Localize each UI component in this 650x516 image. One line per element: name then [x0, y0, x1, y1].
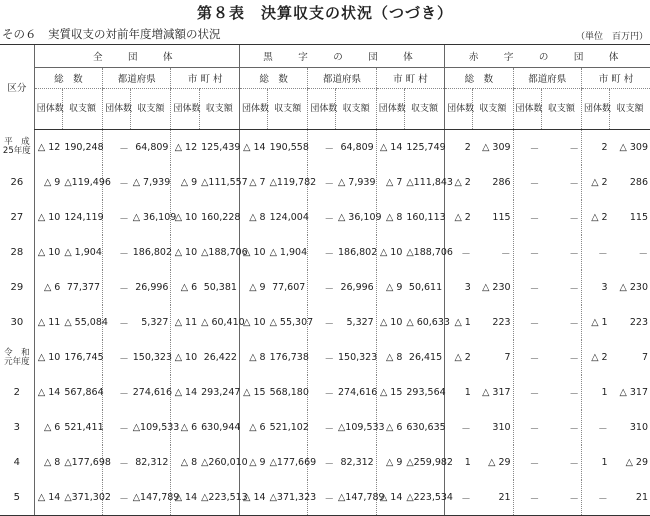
- column-header-count: 団体数: [34, 89, 62, 130]
- cell-amount: △109,533: [132, 422, 180, 433]
- cell-amount: △147,789: [131, 480, 171, 516]
- cell-amount: 286: [492, 177, 511, 188]
- row-label: 29: [10, 282, 24, 293]
- cell-amount: 630,944: [201, 422, 241, 433]
- column-header-count: 団体数: [171, 89, 199, 130]
- cell-count: －: [308, 200, 336, 235]
- cell-count: △ 15: [239, 375, 267, 410]
- cell-count: △ 9: [376, 445, 404, 480]
- cell-amount: △ 29: [488, 457, 511, 468]
- cell-count: △ 12: [171, 130, 199, 166]
- cell-amount: △ 55,307: [269, 317, 314, 328]
- row-label: 3: [13, 422, 21, 433]
- cell-amount: 274,616: [132, 387, 173, 398]
- cell-count: －: [308, 270, 336, 305]
- table-row: [0, 165, 650, 200]
- cell-count: －: [513, 235, 541, 270]
- cell-count: △ 8: [376, 340, 404, 375]
- cell-amount: －: [569, 178, 579, 190]
- cell-amount: 5,327: [346, 317, 374, 328]
- kubun-header: 区分: [0, 45, 34, 130]
- column-header-amount: 収支額: [131, 89, 171, 130]
- cell-count: △ 9: [239, 270, 267, 305]
- cell-count: △ 6: [171, 270, 199, 305]
- cell-amount: △ 29: [625, 457, 648, 468]
- cell-amount: 150,323: [337, 352, 378, 363]
- cell-count: △ 8: [239, 200, 267, 235]
- cell-amount: 150,323: [132, 352, 173, 363]
- cell-amount: 567,864: [64, 387, 104, 398]
- cell-count: 1: [581, 445, 609, 480]
- cell-count: △ 10: [34, 235, 62, 270]
- cell-count: －: [513, 410, 541, 445]
- cell-amount: △119,782: [269, 177, 317, 188]
- cell-amount: －: [638, 248, 648, 260]
- cell-count: －: [445, 235, 473, 270]
- column-header-amount: 収支額: [62, 89, 102, 130]
- cell-amount: 293,247: [201, 387, 241, 398]
- cell-count: －: [513, 270, 541, 305]
- cell-count: △ 10: [376, 235, 404, 270]
- cell-amount: －: [569, 248, 579, 260]
- cell-count: △ 10: [34, 200, 62, 235]
- cell-count: △ 14: [171, 375, 199, 410]
- cell-count: △ 6: [34, 410, 62, 445]
- cell-count: △ 6: [376, 410, 404, 445]
- cell-count: △ 9: [376, 270, 404, 305]
- cell-count: 3: [445, 270, 473, 305]
- cell-amount: △371,302: [62, 480, 102, 516]
- cell-count: －: [513, 445, 541, 480]
- subgroup-municipality: 市 町 村: [376, 68, 444, 89]
- row-label: 2: [13, 387, 21, 398]
- cell-amount: 26,422: [203, 352, 237, 363]
- table-row: [0, 375, 650, 410]
- cell-count: △ 2: [445, 340, 473, 375]
- cell-count: △ 10: [171, 235, 199, 270]
- cell-count: 1: [445, 375, 473, 410]
- cell-amount: △119,496: [64, 177, 111, 188]
- cell-count: △ 2: [581, 340, 609, 375]
- cell-amount: 21: [610, 480, 650, 516]
- cell-count: △ 11: [171, 305, 199, 340]
- cell-count: △ 10: [171, 200, 199, 235]
- cell-count: －: [581, 480, 609, 516]
- cell-count: －: [513, 375, 541, 410]
- cell-amount: 176,745: [64, 352, 104, 363]
- cell-amount: 64,809: [135, 142, 169, 153]
- cell-amount: 521,411: [64, 422, 104, 433]
- column-header-count: 団体数: [445, 89, 473, 130]
- subgroup-prefecture: 都道府県: [103, 68, 171, 89]
- column-header-amount: 収支額: [473, 89, 513, 130]
- cell-count: －: [103, 305, 131, 340]
- cell-amount: △ 309: [619, 142, 648, 153]
- row-label: 27: [10, 212, 24, 223]
- cell-amount: 160,228: [201, 212, 241, 223]
- table-row: [0, 305, 650, 340]
- column-header-count: 団体数: [239, 89, 267, 130]
- cell-count: △ 14: [376, 480, 404, 516]
- cell-count: 3: [581, 270, 609, 305]
- cell-count: △ 10: [239, 305, 267, 340]
- cell-amount: －: [569, 423, 579, 435]
- cell-amount: －: [569, 213, 579, 225]
- cell-count: △ 15: [376, 375, 404, 410]
- cell-count: △ 12: [34, 130, 62, 166]
- cell-count: △ 8: [376, 200, 404, 235]
- cell-count: △ 10: [239, 235, 267, 270]
- cell-amount: △ 7,939: [132, 177, 171, 188]
- cell-count: －: [103, 410, 131, 445]
- row-label: 5: [0, 480, 34, 516]
- cell-count: △ 6: [34, 270, 62, 305]
- column-header-amount: 収支額: [268, 89, 308, 130]
- cell-amount: △ 36,109: [132, 212, 177, 223]
- cell-count: △ 11: [34, 305, 62, 340]
- cell-count: △ 9: [239, 445, 267, 480]
- subgroup-prefecture: 都道府県: [513, 68, 581, 89]
- subgroup-total: 総 数: [34, 68, 102, 89]
- cell-amount: △111,843: [406, 177, 453, 188]
- cell-count: －: [103, 375, 131, 410]
- column-header-amount: 収支額: [199, 89, 239, 130]
- cell-amount: 124,119: [64, 212, 104, 223]
- cell-amount: 21: [473, 480, 513, 516]
- group-header-all: 全 団 体: [34, 45, 239, 68]
- cell-count: －: [308, 305, 336, 340]
- table-row: [0, 130, 650, 166]
- cell-amount: 223: [629, 317, 648, 328]
- table-row: [0, 200, 650, 235]
- cell-count: －: [308, 130, 336, 166]
- cell-amount: －: [541, 480, 581, 516]
- cell-amount: －: [569, 458, 579, 470]
- cell-count: －: [513, 200, 541, 235]
- cell-amount: △109,533: [337, 422, 385, 433]
- table-row: [0, 480, 650, 516]
- cell-count: －: [103, 270, 131, 305]
- cell-amount: 77,607: [272, 282, 306, 293]
- cell-count: △ 9: [171, 165, 199, 200]
- cell-amount: 176,738: [269, 352, 309, 363]
- cell-count: △ 1: [445, 305, 473, 340]
- cell-amount: 310: [629, 422, 648, 433]
- cell-amount: △ 60,633: [406, 317, 450, 328]
- cell-amount: 26,415: [408, 352, 443, 363]
- cell-count: －: [581, 410, 609, 445]
- cell-count: △ 14: [239, 480, 267, 516]
- column-header-amount: 収支額: [541, 89, 581, 130]
- cell-amount: △223,534: [404, 480, 444, 516]
- cell-amount: △188,706: [406, 247, 453, 258]
- cell-amount: 160,113: [406, 212, 446, 223]
- cell-amount: △ 36,109: [337, 212, 382, 223]
- cell-count: －: [445, 410, 473, 445]
- column-header-count: 団体数: [513, 89, 541, 130]
- cell-amount: △ 317: [482, 387, 511, 398]
- cell-count: △ 8: [171, 445, 199, 480]
- cell-amount: 7: [504, 352, 511, 363]
- cell-count: －: [308, 375, 336, 410]
- cell-amount: 50,381: [203, 282, 237, 293]
- subgroup-total: 総 数: [445, 68, 513, 89]
- cell-count: △ 8: [34, 445, 62, 480]
- cell-amount: △260,010: [201, 457, 248, 468]
- cell-count: 2: [581, 130, 609, 166]
- cell-count: △ 10: [34, 340, 62, 375]
- cell-amount: △188,706: [201, 247, 248, 258]
- settlement-table: [0, 44, 650, 516]
- cell-amount: △ 230: [619, 282, 648, 293]
- cell-count: △ 14: [34, 375, 62, 410]
- cell-amount: 82,312: [340, 457, 374, 468]
- cell-count: △ 14: [239, 130, 267, 166]
- cell-count: △ 8: [239, 340, 267, 375]
- cell-count: △ 14: [376, 130, 404, 166]
- cell-amount: △147,789: [336, 480, 376, 516]
- unit-label: （単位 百万円）: [575, 32, 648, 42]
- cell-amount: △ 309: [482, 142, 511, 153]
- row-label: 平 成 25年度: [2, 137, 31, 157]
- cell-amount: 293,564: [406, 387, 446, 398]
- cell-count: －: [308, 410, 336, 445]
- row-label: 令 和 元年度: [4, 347, 30, 367]
- cell-count: －: [513, 480, 541, 516]
- cell-count: －: [308, 445, 336, 480]
- cell-amount: 50,611: [408, 282, 443, 293]
- cell-amount: 125,749: [406, 142, 446, 153]
- cell-amount: －: [569, 388, 579, 400]
- cell-amount: 186,802: [132, 247, 173, 258]
- subgroup-municipality: 市 町 村: [581, 68, 650, 89]
- cell-amount: －: [569, 353, 579, 365]
- cell-amount: 274,616: [337, 387, 378, 398]
- cell-amount: △ 60,410: [201, 317, 245, 328]
- cell-amount: 310: [492, 422, 511, 433]
- subgroup-municipality: 市 町 村: [171, 68, 239, 89]
- cell-count: －: [513, 305, 541, 340]
- cell-count: △ 14: [171, 480, 199, 516]
- group-header-deficit: 赤 字 の 団 体: [445, 45, 650, 68]
- column-header-amount: 収支額: [336, 89, 376, 130]
- cell-amount: 64,809: [340, 142, 374, 153]
- cell-count: △ 6: [239, 410, 267, 445]
- cell-count: －: [513, 130, 541, 166]
- cell-count: △ 2: [445, 165, 473, 200]
- cell-amount: △371,323: [268, 480, 308, 516]
- cell-count: －: [513, 165, 541, 200]
- cell-amount: △ 55,084: [64, 317, 108, 328]
- cell-amount: －: [501, 248, 511, 260]
- cell-amount: △ 230: [482, 282, 511, 293]
- cell-count: △ 10: [171, 340, 199, 375]
- cell-amount: 190,558: [269, 142, 309, 153]
- cell-amount: △ 1,904: [64, 247, 102, 258]
- cell-amount: △177,698: [64, 457, 111, 468]
- table-title: 第８表 決算収支の状況（つづき）: [196, 4, 453, 22]
- cell-amount: 124,004: [269, 212, 309, 223]
- row-label: 28: [10, 247, 24, 258]
- cell-count: －: [308, 480, 336, 516]
- column-header-amount: 収支額: [610, 89, 650, 130]
- cell-amount: 115: [492, 212, 511, 223]
- cell-count: △ 7: [376, 165, 404, 200]
- cell-count: 1: [445, 445, 473, 480]
- cell-count: △ 2: [581, 165, 609, 200]
- cell-count: －: [445, 480, 473, 516]
- cell-amount: －: [569, 283, 579, 295]
- column-header-count: 団体数: [581, 89, 609, 130]
- cell-amount: 26,996: [135, 282, 169, 293]
- row-label: 26: [10, 177, 24, 188]
- cell-amount: △111,557: [201, 177, 248, 188]
- cell-count: －: [308, 235, 336, 270]
- cell-count: －: [308, 165, 336, 200]
- cell-amount: －: [569, 143, 579, 155]
- cell-count: －: [103, 200, 131, 235]
- cell-amount: 77,377: [66, 282, 101, 293]
- cell-amount: 521,102: [269, 422, 309, 433]
- cell-count: △ 10: [376, 305, 404, 340]
- cell-amount: △ 317: [619, 387, 648, 398]
- column-header-count: 団体数: [308, 89, 336, 130]
- cell-count: －: [103, 445, 131, 480]
- table-row: [0, 235, 650, 270]
- row-label: 30: [10, 317, 24, 328]
- cell-amount: △ 1,904: [269, 247, 308, 258]
- column-header-count: 団体数: [103, 89, 131, 130]
- cell-count: △ 2: [445, 200, 473, 235]
- row-label: 4: [13, 457, 21, 468]
- column-header-count: 団体数: [376, 89, 404, 130]
- cell-amount: 82,312: [135, 457, 169, 468]
- table-row: [0, 340, 650, 375]
- group-header-surplus: 黒 字 の 団 体: [239, 45, 444, 68]
- cell-count: －: [513, 340, 541, 375]
- cell-count: △ 14: [34, 480, 62, 516]
- cell-count: 1: [581, 375, 609, 410]
- cell-amount: 186,802: [337, 247, 378, 258]
- cell-count: △ 9: [34, 165, 62, 200]
- cell-count: △ 7: [239, 165, 267, 200]
- table-row: [0, 410, 650, 445]
- table-row: [0, 270, 650, 305]
- cell-amount: 223: [492, 317, 511, 328]
- cell-count: 2: [445, 130, 473, 166]
- cell-count: －: [581, 235, 609, 270]
- cell-count: △ 6: [171, 410, 199, 445]
- cell-amount: 7: [641, 352, 648, 363]
- cell-amount: 125,439: [201, 142, 241, 153]
- cell-amount: △ 7,939: [337, 177, 376, 188]
- subgroup-prefecture: 都道府県: [308, 68, 376, 89]
- table-subtitle: その６ 実質収支の対前年度増減額の状況: [2, 27, 221, 41]
- cell-count: △ 1: [581, 305, 609, 340]
- cell-count: －: [103, 235, 131, 270]
- cell-amount: －: [569, 318, 579, 330]
- cell-count: －: [103, 130, 131, 166]
- cell-amount: 568,180: [269, 387, 309, 398]
- cell-amount: 26,996: [340, 282, 374, 293]
- table-row: [0, 445, 650, 480]
- cell-amount: △223,513: [199, 480, 239, 516]
- cell-amount: △177,669: [269, 457, 317, 468]
- cell-count: －: [103, 165, 131, 200]
- cell-count: －: [308, 340, 336, 375]
- cell-amount: 190,248: [64, 142, 104, 153]
- cell-amount: 5,327: [141, 317, 169, 328]
- cell-count: △ 2: [581, 200, 609, 235]
- cell-count: －: [103, 480, 131, 516]
- cell-amount: 115: [629, 212, 648, 223]
- cell-amount: 630,635: [406, 422, 446, 433]
- cell-amount: △259,982: [406, 457, 453, 468]
- cell-count: －: [103, 340, 131, 375]
- cell-amount: 286: [629, 177, 648, 188]
- column-header-amount: 収支額: [404, 89, 444, 130]
- subgroup-total: 総 数: [239, 68, 307, 89]
